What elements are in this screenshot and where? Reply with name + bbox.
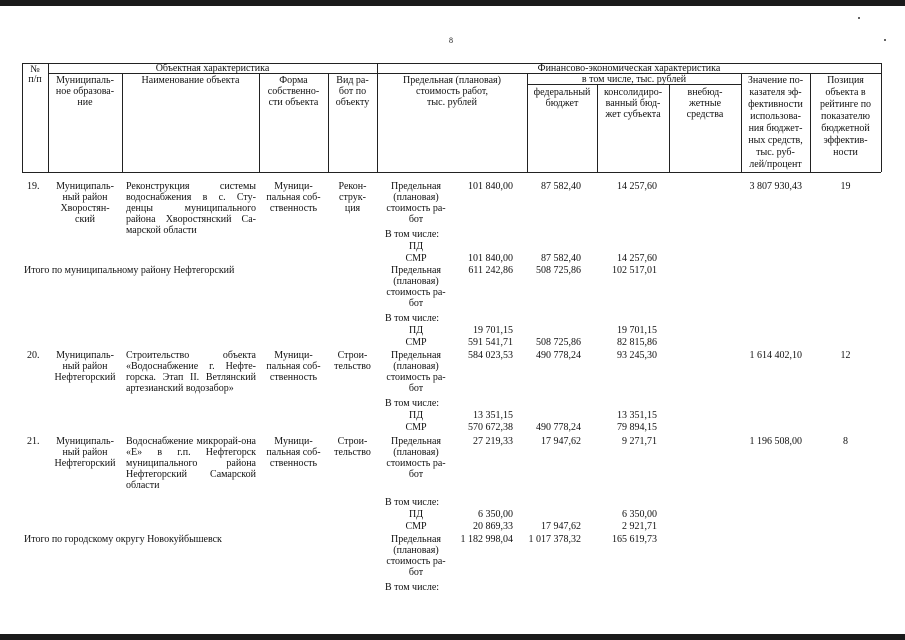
header-consolidated: консолидиро- ванный бюд- жет субъекта	[603, 87, 663, 120]
pd-total: 19 701,15	[473, 325, 513, 336]
row-total: 27 219,33	[473, 436, 513, 447]
row-cost-label: Предельная (плановая) стоимость ра- бот	[386, 181, 446, 225]
top-border	[0, 0, 905, 6]
row-rank: 12	[840, 350, 851, 361]
smr-total: 20 869,33	[473, 521, 513, 532]
incl-label: В том числе:	[385, 398, 440, 409]
row-object-name: Водоснабжение микрорай-она «Е» в г.п. Нефтегорск муниципального района Нефтегорский Самарской области	[126, 436, 256, 491]
smr-label: СМР	[405, 422, 427, 433]
subtotal-federal: 1 017 378,32	[528, 534, 581, 545]
header-name: Наименование объекта	[141, 75, 240, 86]
pd-total: 13 351,15	[473, 410, 513, 421]
row-municipal: Муниципаль- ный район Хворостян- ский	[56, 181, 114, 225]
row-number: 19.	[27, 181, 40, 192]
header-finance-group: Финансово-экономическая характеристика	[537, 63, 721, 74]
row-efficiency: 1 196 508,00	[749, 436, 802, 447]
row-ownership: Муници- пальная соб- ственность	[266, 350, 321, 383]
row-rank: 19	[840, 181, 851, 192]
row-rank: 8	[843, 436, 848, 447]
row-ownership: Муници- пальная соб- ственность	[266, 436, 321, 469]
smr-label: СМР	[405, 521, 427, 532]
row-consolidated: 9 271,71	[622, 436, 657, 447]
row-municipal: Муниципаль- ный район Нефтегорский	[54, 436, 116, 469]
incl-label: В том числе:	[385, 313, 440, 324]
subtotal-consolidated: 165 619,73	[612, 534, 657, 545]
smr-total: 101 840,00	[468, 253, 513, 264]
scan-speck	[858, 17, 860, 19]
row-worktype: Рекон- струк- ция	[338, 181, 367, 214]
header-cost: Предельная (плановая) стоимость работ, тыс. рублей	[403, 75, 501, 108]
row-object-name: Строительство объекта «Водоснабжение г. Нефте-горска. Этап II. Ветлянский артезианский водозабор»	[126, 350, 256, 394]
smr-consolidated: 14 257,60	[617, 253, 657, 264]
page-number: 8	[449, 36, 453, 45]
row-ownership: Муници- пальная соб- ственность	[266, 181, 321, 214]
row-worktype: Строи- тельство	[334, 350, 371, 372]
row-efficiency: 1 614 402,10	[749, 350, 802, 361]
subtotal-consolidated: 102 517,01	[612, 265, 657, 276]
smr-total: 570 672,38	[468, 422, 513, 433]
row-efficiency: 3 807 930,43	[749, 181, 802, 192]
header-sub-group: в том числе, тыс. рублей	[581, 74, 687, 85]
pd-consolidated: 13 351,15	[617, 410, 657, 421]
row-consolidated: 93 245,30	[617, 350, 657, 361]
header-ownership: Форма собственно- сти объекта	[267, 75, 320, 108]
incl-label: В том числе:	[385, 229, 440, 240]
row-object-name: Реконструкция системы водоснабжения в с. Сту-денцы муниципального района Хворостянский Са-марской области	[126, 181, 256, 236]
incl-label: В том числе:	[385, 582, 440, 593]
header-rank: Позиция объекта в рейтинге по показателю бюджетной эффектив- ности	[819, 75, 872, 158]
pd-label: ПД	[408, 241, 424, 252]
header-np: п/п	[28, 74, 42, 85]
smr-total: 591 541,71	[468, 337, 513, 348]
header-worktype: Вид ра- бот по объекту	[335, 75, 370, 108]
scan-speck	[884, 39, 886, 41]
row-cost-label: Предельная (плановая) стоимость ра- бот	[386, 436, 446, 480]
header-num: №	[30, 64, 40, 75]
row-federal: 490 778,24	[536, 350, 581, 361]
pd-label: ПД	[408, 325, 424, 336]
pd-total: 6 350,00	[478, 509, 513, 520]
bottom-border	[0, 634, 905, 640]
pd-label: ПД	[408, 509, 424, 520]
subtotal-label: Итого по муниципальному району Нефтегорский	[24, 265, 235, 276]
row-consolidated: 14 257,60	[617, 181, 657, 192]
subtotal-total: 611 242,86	[468, 265, 513, 276]
smr-federal: 508 725,86	[536, 337, 581, 348]
header-extrabudget: внебюд- жетные средства	[686, 87, 724, 120]
row-total: 101 840,00	[468, 181, 513, 192]
smr-label: СМР	[405, 253, 427, 264]
smr-federal: 17 947,62	[541, 521, 581, 532]
row-number: 21.	[27, 436, 40, 447]
pd-label: ПД	[408, 410, 424, 421]
smr-consolidated: 82 815,86	[617, 337, 657, 348]
row-cost-label: Предельная (плановая) стоимость ра- бот	[386, 534, 446, 578]
pd-consolidated: 6 350,00	[622, 509, 657, 520]
row-federal: 87 582,40	[541, 181, 581, 192]
row-number: 20.	[27, 350, 40, 361]
row-municipal: Муниципаль- ный район Нефтегорский	[54, 350, 116, 383]
incl-label: В том числе:	[385, 497, 440, 508]
smr-federal: 87 582,40	[541, 253, 581, 264]
header-federal: федеральный бюджет	[533, 87, 591, 109]
row-cost-label: Предельная (плановая) стоимость ра- бот	[386, 265, 446, 309]
smr-federal: 490 778,24	[536, 422, 581, 433]
smr-label: СМР	[405, 337, 427, 348]
header-object-group: Объектная характеристика	[155, 63, 270, 74]
subtotal-total: 1 182 998,04	[460, 534, 513, 545]
header-efficiency: Значение по- казателя эф- фективности использова- ния бюджет- ных средств, тыс. руб- лей/процент	[747, 75, 804, 170]
subtotal-federal: 508 725,86	[536, 265, 581, 276]
row-worktype: Строи- тельство	[334, 436, 371, 458]
row-cost-label: Предельная (плановая) стоимость ра- бот	[386, 350, 446, 394]
header-municipal: Муниципаль- ное образова- ние	[55, 75, 115, 108]
smr-consolidated: 2 921,71	[622, 521, 657, 532]
row-federal: 17 947,62	[541, 436, 581, 447]
row-total: 584 023,53	[468, 350, 513, 361]
pd-consolidated: 19 701,15	[617, 325, 657, 336]
subtotal-label: Итого по городскому округу Новокуйбышевск	[24, 534, 222, 545]
smr-consolidated: 79 894,15	[617, 422, 657, 433]
